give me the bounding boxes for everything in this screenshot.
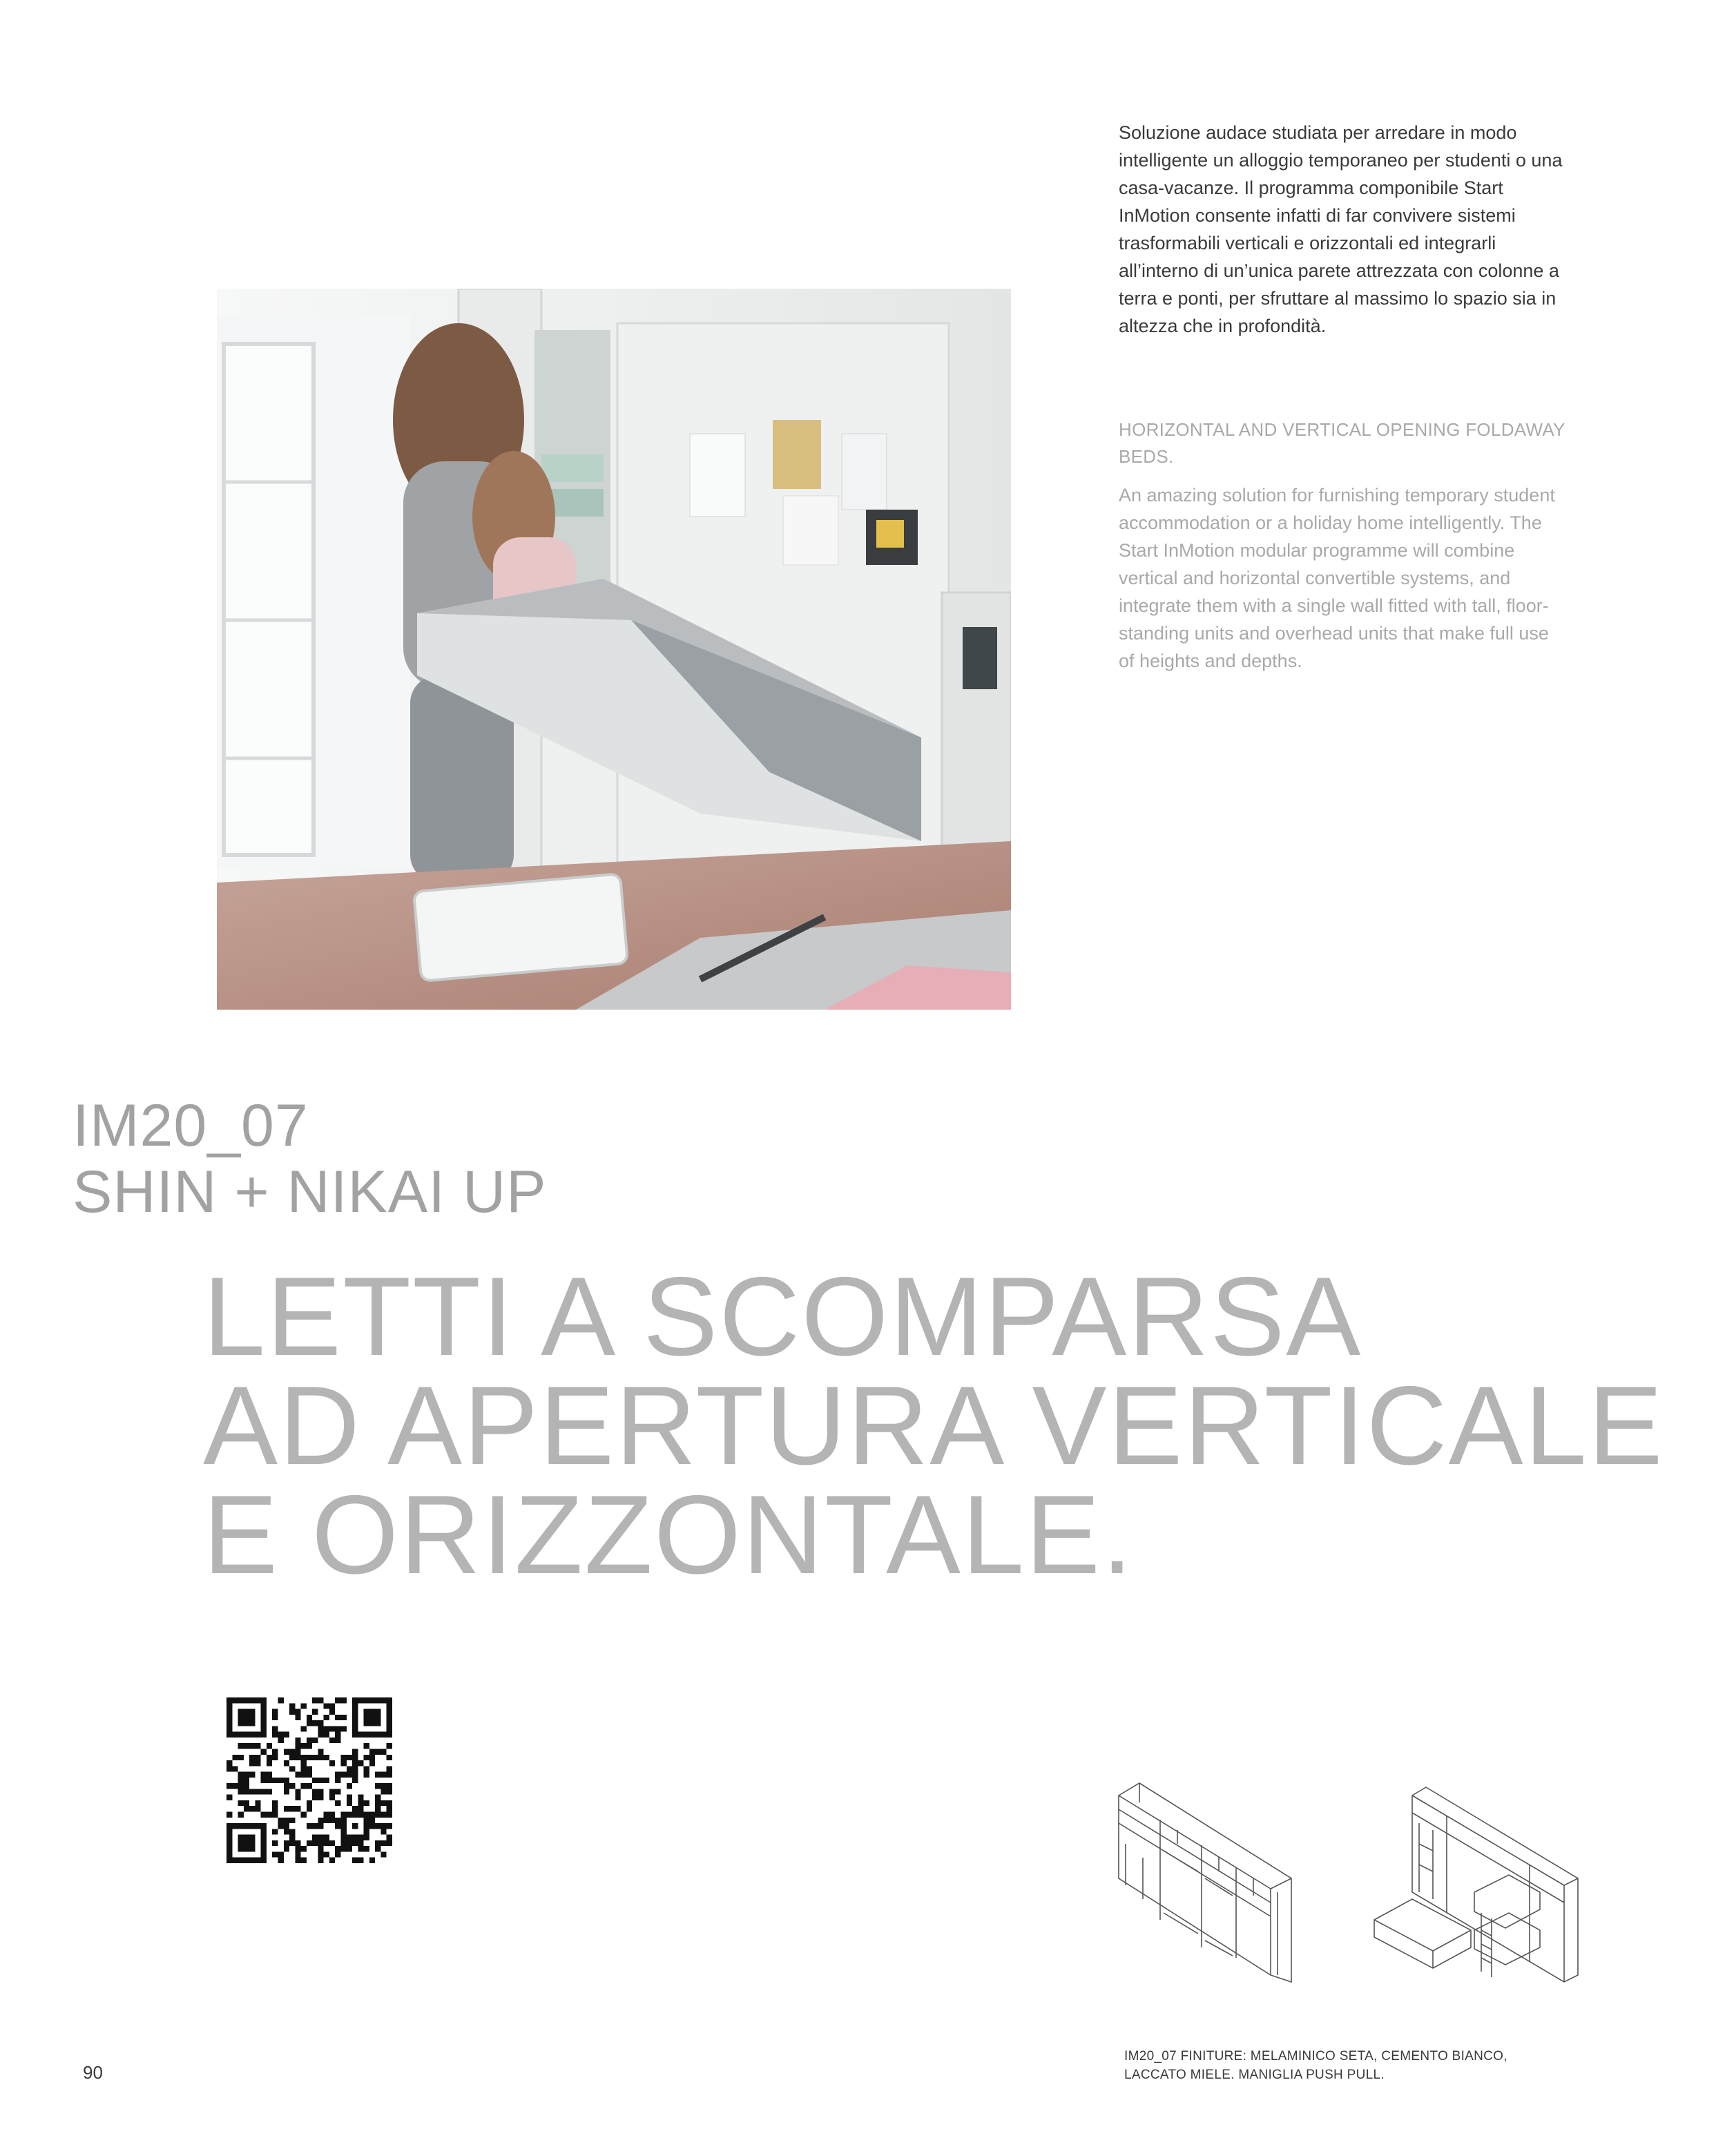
finishes-caption <box>1124 2047 1608 2084</box>
headline <box>203 1254 1664 1597</box>
headline-line-2: AD APERTURA VERTICALE <box>203 1363 1664 1488</box>
english-heading: HORIZONTAL AND VERTICAL OPENING FOLDAWAY BEDS. <box>1119 419 1565 467</box>
headline-line-1: LETTI A SCOMPARSA <box>203 1254 1362 1379</box>
model-code: IM20_07 <box>73 1093 309 1159</box>
technical-drawing-closed <box>1112 1775 1312 1989</box>
intro-text-italian: Soluzione audace studiata per arredare in modo intelligente un alloggio temporaneo per studenti o una casa-vacanze. Il programma componibile Start InMotion consente infatti di far convivere sistemi trasformabili verticali e orizzontali ed integrarli all’interno di un’unica parete attrezzata con colonne a terra e ponti, per sfruttare al massimo lo spazio sia in altezza che in profondità. <box>1119 122 1563 336</box>
model-name: SHIN + NIKAI UP <box>73 1159 547 1225</box>
headline-line-3: E ORIZZONTALE. <box>203 1472 1135 1597</box>
intro-text-english: An amazing solution for furnishing temporary student accommodation or a holiday home intelligently. The Start InMotion modular programme will combine vertical and horizontal convertible systems, and integrate them with a single wall fitted with tall, floor-standing units and overhead units that make full use of heights and depths. <box>1119 485 1555 671</box>
qr-code-icon[interactable] <box>227 1697 392 1863</box>
model-code-block <box>73 1093 763 1225</box>
caption-line-2: LACCATO MIELE. MANIGLIA PUSH PULL. <box>1124 2068 1385 2082</box>
caption-line-1: IM20_07 FINITURE: MELAMINICO SETA, CEMENTO BIANCO, <box>1124 2049 1507 2063</box>
page-number: 90 <box>83 2062 103 2083</box>
technical-drawing-open <box>1371 1782 1588 1989</box>
product-photo <box>217 289 1011 1010</box>
